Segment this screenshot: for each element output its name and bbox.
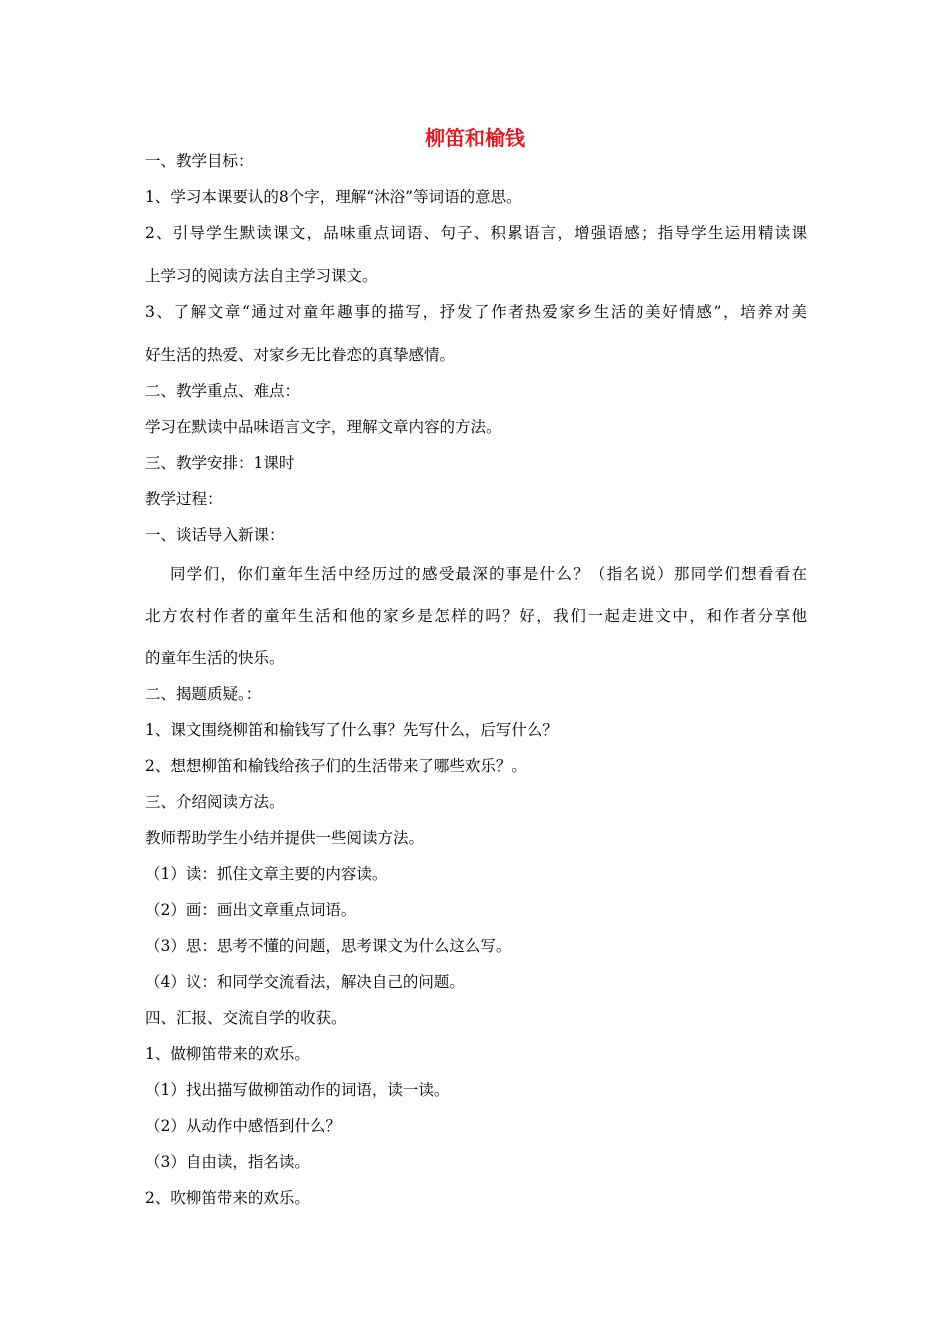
paragraph-line: 同学们，你们童年生活中经历过的感受最深的事是什么？（指名说）那同学们想看看在 — [170, 565, 807, 583]
list-item: （2）画：画出文章重点词语。 — [145, 901, 357, 919]
document-title: 柳笛和榆钱 — [425, 126, 525, 150]
list-item: 1、课文围绕柳笛和榆钱写了什么事？先写什么，后写什么？ — [145, 721, 558, 739]
section-heading: 一、教学目标： — [145, 152, 254, 170]
list-item: 1、做柳笛带来的欢乐。 — [145, 1045, 310, 1063]
section-heading: 四、汇报、交流自学的收获。 — [145, 1009, 347, 1027]
list-item: （4）议：和同学交流看法，解决自己的问题。 — [145, 973, 465, 991]
document-body — [145, 150, 807, 1209]
section-heading: 三、教学安排：1课时 — [145, 454, 295, 472]
paragraph-line: 教师帮助学生小结并提供一些阅读方法。 — [145, 829, 425, 847]
list-item: （1）找出描写做柳笛动作的词语，读一读。 — [145, 1081, 450, 1099]
section-heading: 二、教学重点、难点： — [145, 382, 301, 400]
list-item: 2、吹柳笛带来的欢乐。 — [145, 1189, 310, 1207]
list-item: （2）从动作中感悟到什么？ — [145, 1117, 341, 1135]
list-item: （3）思：思考不懂的问题，思考课文为什么这么写。 — [145, 937, 512, 955]
paragraph-line: 学习在默读中品味语言文字，理解文章内容的方法。 — [145, 418, 502, 436]
paragraph-line: 上学习的阅读方法自主学习课文。 — [145, 267, 378, 285]
list-item: （3）自由读，指名读。 — [145, 1153, 310, 1171]
paragraph-line: 1、学习本课要认的8个字，理解“沐浴”等词语的意思。 — [145, 188, 522, 206]
paragraph-line: 北方农村作者的童年生活和他的家乡是怎样的吗？好，我们一起走进文中，和作者分享他 — [145, 607, 807, 625]
section-heading: 三、介绍阅读方法。 — [145, 793, 285, 811]
list-item: 2、想想柳笛和榆钱给孩子们的生活带来了哪些欢乐？。 — [145, 757, 527, 775]
section-heading: 二、揭题质疑。： — [145, 685, 262, 703]
section-heading: 教学过程： — [145, 490, 223, 508]
list-item: （1）读：抓住文章主要的内容读。 — [145, 865, 388, 883]
section-heading: 一、谈话导入新课： — [145, 526, 285, 544]
paragraph-line: 2、引导学生默读课文，品味重点词语、句子、积累语言，增强语感；指导学生运用精读课 — [145, 224, 807, 242]
paragraph-line: 3、了解文章“通过对童年趣事的描写，抒发了作者热爱家乡生活的美好情感”，培养对美 — [145, 303, 807, 321]
paragraph-line: 好生活的热爱、对家乡无比眷恋的真挚感情。 — [145, 346, 456, 364]
paragraph-line: 的童年生活的快乐。 — [145, 649, 285, 667]
